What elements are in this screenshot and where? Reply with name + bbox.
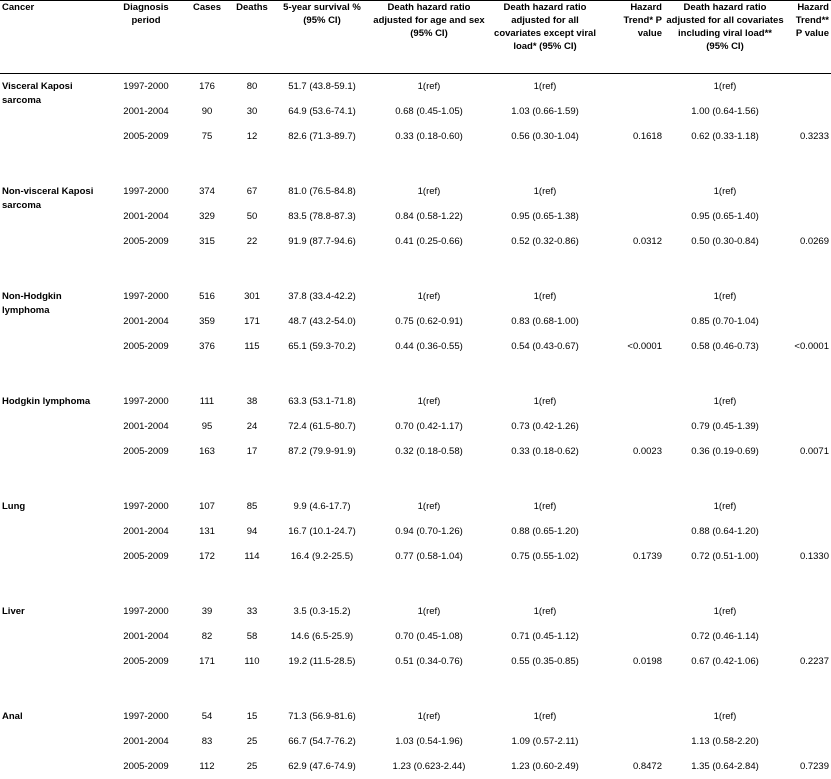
cell-deaths: 80 <box>230 74 274 100</box>
cell-hr-age-sex: 1(ref) <box>370 284 488 309</box>
cell-hr-except-viral: 1.23 (0.60-2.49) <box>488 754 602 779</box>
cell-cases: 329 <box>184 204 230 229</box>
cell-survival: 82.6 (71.3-89.7) <box>274 124 370 149</box>
cell-trend-p1 <box>602 599 664 624</box>
cell-survival: 51.7 (43.8-59.1) <box>274 74 370 100</box>
cell-deaths: 12 <box>230 124 274 149</box>
cell-deaths: 58 <box>230 624 274 649</box>
cell-survival: 83.5 (78.8-87.3) <box>274 204 370 229</box>
table-row <box>0 124 831 149</box>
cancer-label: Hodgkin lymphoma <box>0 389 108 464</box>
cell-trend-p2 <box>786 494 831 519</box>
cell-period: 2005-2009 <box>108 229 184 254</box>
cell-trend-p1 <box>602 204 664 229</box>
cell-deaths: 114 <box>230 544 274 569</box>
cell-trend-p1 <box>602 704 664 729</box>
cell-hr-age-sex: 0.70 (0.42-1.17) <box>370 414 488 439</box>
table-row <box>0 624 831 649</box>
cell-period: 2005-2009 <box>108 439 184 464</box>
cell-deaths: 301 <box>230 284 274 309</box>
cell-hr-except-viral: 1.09 (0.57-2.11) <box>488 729 602 754</box>
cell-trend-p1 <box>602 309 664 334</box>
cell-cases: 359 <box>184 309 230 334</box>
cell-trend-p2 <box>786 414 831 439</box>
cell-hr-except-viral: 0.75 (0.55-1.02) <box>488 544 602 569</box>
cell-cases: 112 <box>184 754 230 779</box>
cell-hr-except-viral: 1(ref) <box>488 494 602 519</box>
cell-hr-except-viral: 0.52 (0.32-0.86) <box>488 229 602 254</box>
cell-hr-age-sex: 1(ref) <box>370 74 488 100</box>
cell-deaths: 115 <box>230 334 274 359</box>
cell-deaths: 94 <box>230 519 274 544</box>
cell-trend-p2: 0.1330 <box>786 544 831 569</box>
cell-trend-p2: 0.0071 <box>786 439 831 464</box>
cell-survival: 81.0 (76.5-84.8) <box>274 179 370 204</box>
header-diagnosis-period: Diagnosis period <box>108 1 184 74</box>
cell-trend-p2 <box>786 179 831 204</box>
cell-hr-incl-viral: 0.79 (0.45-1.39) <box>664 414 786 439</box>
cell-trend-p1: 0.0023 <box>602 439 664 464</box>
cell-hr-age-sex: 0.44 (0.36-0.55) <box>370 334 488 359</box>
cell-trend-p2 <box>786 309 831 334</box>
cancer-label: Lung <box>0 494 108 569</box>
cell-cases: 376 <box>184 334 230 359</box>
cell-survival: 48.7 (43.2-54.0) <box>274 309 370 334</box>
spacer-cell <box>0 149 831 179</box>
cell-trend-p1: <0.0001 <box>602 334 664 359</box>
cell-hr-age-sex: 0.68 (0.45-1.05) <box>370 99 488 124</box>
cell-trend-p1 <box>602 494 664 519</box>
group-spacer <box>0 359 831 389</box>
cell-survival: 19.2 (11.5-28.5) <box>274 649 370 674</box>
cell-hr-age-sex: 0.94 (0.70-1.26) <box>370 519 488 544</box>
cell-hr-incl-viral: 0.72 (0.51-1.00) <box>664 544 786 569</box>
group-spacer <box>0 464 831 494</box>
cell-trend-p1: 0.1618 <box>602 124 664 149</box>
cell-hr-except-viral: 1(ref) <box>488 389 602 414</box>
cell-hr-incl-viral: 1(ref) <box>664 704 786 729</box>
cell-trend-p2 <box>786 519 831 544</box>
cell-period: 2005-2009 <box>108 334 184 359</box>
cell-hr-except-viral: 1(ref) <box>488 179 602 204</box>
cell-survival: 9.9 (4.6-17.7) <box>274 494 370 519</box>
cell-trend-p1: 0.8472 <box>602 754 664 779</box>
cancer-label: Non-visceral Kaposi sarcoma <box>0 179 108 254</box>
cell-hr-incl-viral: 1(ref) <box>664 284 786 309</box>
cell-hr-except-viral: 1(ref) <box>488 599 602 624</box>
table-row <box>0 334 831 359</box>
cell-hr-age-sex: 0.70 (0.45-1.08) <box>370 624 488 649</box>
cell-deaths: 24 <box>230 414 274 439</box>
table-body <box>0 74 831 779</box>
cell-period: 2001-2004 <box>108 99 184 124</box>
table-row <box>0 414 831 439</box>
cell-cases: 54 <box>184 704 230 729</box>
table-row <box>0 309 831 334</box>
cell-cases: 90 <box>184 99 230 124</box>
table-row <box>0 204 831 229</box>
cell-period: 1997-2000 <box>108 494 184 519</box>
cell-hr-age-sex: 0.33 (0.18-0.60) <box>370 124 488 149</box>
table-row <box>0 439 831 464</box>
cell-survival: 91.9 (87.7-94.6) <box>274 229 370 254</box>
cell-period: 1997-2000 <box>108 179 184 204</box>
cell-trend-p2: 0.0269 <box>786 229 831 254</box>
group-spacer <box>0 569 831 599</box>
cell-cases: 516 <box>184 284 230 309</box>
cell-hr-incl-viral: 0.88 (0.64-1.20) <box>664 519 786 544</box>
group-spacer <box>0 149 831 179</box>
header-cancer: Cancer <box>0 1 108 74</box>
cell-deaths: 38 <box>230 389 274 414</box>
header-deaths: Deaths <box>230 1 274 74</box>
cell-hr-incl-viral: 1.00 (0.64-1.56) <box>664 99 786 124</box>
cell-deaths: 17 <box>230 439 274 464</box>
spacer-cell <box>0 464 831 494</box>
cell-hr-except-viral: 1.03 (0.66-1.59) <box>488 99 602 124</box>
cell-hr-except-viral: 0.71 (0.45-1.12) <box>488 624 602 649</box>
table-row <box>0 729 831 754</box>
cell-survival: 3.5 (0.3-15.2) <box>274 599 370 624</box>
cell-period: 2001-2004 <box>108 519 184 544</box>
cell-trend-p2: <0.0001 <box>786 334 831 359</box>
cell-hr-age-sex: 0.77 (0.58-1.04) <box>370 544 488 569</box>
cell-hr-incl-viral: 1.13 (0.58-2.20) <box>664 729 786 754</box>
cell-trend-p2 <box>786 389 831 414</box>
cell-hr-except-viral: 1(ref) <box>488 704 602 729</box>
table-row <box>0 389 831 414</box>
table-row <box>0 704 831 729</box>
cell-deaths: 15 <box>230 704 274 729</box>
cell-cases: 75 <box>184 124 230 149</box>
cell-hr-incl-viral: 0.95 (0.65-1.40) <box>664 204 786 229</box>
cell-period: 1997-2000 <box>108 389 184 414</box>
cell-period: 2001-2004 <box>108 204 184 229</box>
cell-period: 1997-2000 <box>108 704 184 729</box>
cell-cases: 374 <box>184 179 230 204</box>
cell-trend-p2 <box>786 704 831 729</box>
table-row <box>0 179 831 204</box>
cell-trend-p2: 0.7239 <box>786 754 831 779</box>
cell-trend-p1 <box>602 729 664 754</box>
cell-cases: 83 <box>184 729 230 754</box>
cell-hr-age-sex: 1.23 (0.623-2.44) <box>370 754 488 779</box>
header-hr-age-sex: Death hazard ratio adjusted for age and sex (95% CI) <box>370 1 488 74</box>
cell-deaths: 30 <box>230 99 274 124</box>
cell-survival: 71.3 (56.9-81.6) <box>274 704 370 729</box>
spacer-cell <box>0 359 831 389</box>
table-row <box>0 494 831 519</box>
cell-period: 2001-2004 <box>108 624 184 649</box>
cell-trend-p1 <box>602 624 664 649</box>
cell-cases: 315 <box>184 229 230 254</box>
spacer-cell <box>0 569 831 599</box>
cell-trend-p1 <box>602 389 664 414</box>
cell-hr-except-viral: 0.73 (0.42-1.26) <box>488 414 602 439</box>
cell-hr-except-viral: 1(ref) <box>488 284 602 309</box>
cell-cases: 39 <box>184 599 230 624</box>
cell-trend-p1 <box>602 414 664 439</box>
cell-period: 2005-2009 <box>108 124 184 149</box>
cell-cases: 111 <box>184 389 230 414</box>
cell-cases: 176 <box>184 74 230 100</box>
cell-hr-age-sex: 0.75 (0.62-0.91) <box>370 309 488 334</box>
cell-hr-except-viral: 0.88 (0.65-1.20) <box>488 519 602 544</box>
cell-hr-incl-viral: 1(ref) <box>664 74 786 100</box>
cell-deaths: 25 <box>230 754 274 779</box>
cell-period: 2001-2004 <box>108 309 184 334</box>
cell-period: 1997-2000 <box>108 284 184 309</box>
cell-cases: 163 <box>184 439 230 464</box>
header-hr-except-viral: Death hazard ratio adjusted for all covariates except viral load* (95% CI) <box>488 1 602 74</box>
cell-trend-p2 <box>786 624 831 649</box>
cell-trend-p2: 0.3233 <box>786 124 831 149</box>
table-row <box>0 599 831 624</box>
cell-hr-incl-viral: 0.36 (0.19-0.69) <box>664 439 786 464</box>
header-cases: Cases <box>184 1 230 74</box>
cell-hr-age-sex: 1.03 (0.54-1.96) <box>370 729 488 754</box>
table-row <box>0 284 831 309</box>
cell-trend-p1 <box>602 74 664 100</box>
table-row <box>0 99 831 124</box>
table-row <box>0 754 831 779</box>
cell-trend-p1 <box>602 179 664 204</box>
cell-period: 1997-2000 <box>108 599 184 624</box>
header-row <box>0 1 831 74</box>
cell-cases: 95 <box>184 414 230 439</box>
cancer-label: Visceral Kaposi sarcoma <box>0 74 108 150</box>
cell-hr-age-sex: 1(ref) <box>370 494 488 519</box>
cell-trend-p1 <box>602 284 664 309</box>
header-survival: 5-year survival % (95% CI) <box>274 1 370 74</box>
cell-hr-incl-viral: 0.50 (0.30-0.84) <box>664 229 786 254</box>
cell-hr-incl-viral: 0.72 (0.46-1.14) <box>664 624 786 649</box>
cell-period: 2005-2009 <box>108 754 184 779</box>
cell-survival: 62.9 (47.6-74.9) <box>274 754 370 779</box>
cell-trend-p1: 0.1739 <box>602 544 664 569</box>
cell-deaths: 171 <box>230 309 274 334</box>
table-row <box>0 544 831 569</box>
cell-hr-except-viral: 0.54 (0.43-0.67) <box>488 334 602 359</box>
cell-period: 2005-2009 <box>108 544 184 569</box>
cell-survival: 64.9 (53.6-74.1) <box>274 99 370 124</box>
cell-trend-p2 <box>786 74 831 100</box>
cell-trend-p2 <box>786 729 831 754</box>
spacer-cell <box>0 254 831 284</box>
cell-hr-except-viral: 0.95 (0.65-1.38) <box>488 204 602 229</box>
cell-survival: 16.4 (9.2-25.5) <box>274 544 370 569</box>
cell-cases: 107 <box>184 494 230 519</box>
cell-hr-incl-viral: 0.58 (0.46-0.73) <box>664 334 786 359</box>
cell-hr-except-viral: 0.33 (0.18-0.62) <box>488 439 602 464</box>
cell-hr-age-sex: 1(ref) <box>370 599 488 624</box>
cell-hr-incl-viral: 0.62 (0.33-1.18) <box>664 124 786 149</box>
header-trend-p2: Hazard Trend** P value <box>786 1 831 74</box>
cell-hr-incl-viral: 1(ref) <box>664 599 786 624</box>
cell-hr-age-sex: 1(ref) <box>370 389 488 414</box>
cell-hr-except-viral: 1(ref) <box>488 74 602 100</box>
cell-hr-incl-viral: 1(ref) <box>664 389 786 414</box>
cell-cases: 82 <box>184 624 230 649</box>
cancer-label: Anal <box>0 704 108 779</box>
cell-survival: 63.3 (53.1-71.8) <box>274 389 370 414</box>
cell-survival: 16.7 (10.1-24.7) <box>274 519 370 544</box>
cell-hr-except-viral: 0.55 (0.35-0.85) <box>488 649 602 674</box>
cell-hr-age-sex: 1(ref) <box>370 704 488 729</box>
header-hr-incl-viral: Death hazard ratio adjusted for all covariates including viral load** (95% CI) <box>664 1 786 74</box>
cancer-label: Non-Hodgkin lymphoma <box>0 284 108 359</box>
cell-trend-p1 <box>602 519 664 544</box>
cell-hr-incl-viral: 1(ref) <box>664 494 786 519</box>
cell-cases: 171 <box>184 649 230 674</box>
table-row <box>0 74 831 100</box>
header-trend-p1: Hazard Trend* P value <box>602 1 664 74</box>
cell-hr-incl-viral: 0.67 (0.42-1.06) <box>664 649 786 674</box>
cell-trend-p2 <box>786 284 831 309</box>
group-spacer <box>0 254 831 284</box>
cell-trend-p2: 0.2237 <box>786 649 831 674</box>
cell-survival: 87.2 (79.9-91.9) <box>274 439 370 464</box>
cell-hr-age-sex: 1(ref) <box>370 179 488 204</box>
cell-deaths: 33 <box>230 599 274 624</box>
cell-trend-p1 <box>602 99 664 124</box>
table-row <box>0 519 831 544</box>
cell-deaths: 22 <box>230 229 274 254</box>
cell-deaths: 50 <box>230 204 274 229</box>
cancer-label: Liver <box>0 599 108 674</box>
cell-hr-incl-viral: 0.85 (0.70-1.04) <box>664 309 786 334</box>
table-row <box>0 229 831 254</box>
cell-deaths: 67 <box>230 179 274 204</box>
cell-period: 2001-2004 <box>108 729 184 754</box>
cell-survival: 72.4 (61.5-80.7) <box>274 414 370 439</box>
cell-trend-p1: 0.0198 <box>602 649 664 674</box>
cell-period: 1997-2000 <box>108 74 184 100</box>
cell-hr-incl-viral: 1.35 (0.64-2.84) <box>664 754 786 779</box>
cell-hr-except-viral: 0.56 (0.30-1.04) <box>488 124 602 149</box>
group-spacer <box>0 674 831 704</box>
cell-deaths: 85 <box>230 494 274 519</box>
cell-deaths: 110 <box>230 649 274 674</box>
cell-hr-incl-viral: 1(ref) <box>664 179 786 204</box>
spacer-cell <box>0 674 831 704</box>
cell-hr-age-sex: 0.41 (0.25-0.66) <box>370 229 488 254</box>
cell-survival: 37.8 (33.4-42.2) <box>274 284 370 309</box>
cell-survival: 66.7 (54.7-76.2) <box>274 729 370 754</box>
cell-deaths: 25 <box>230 729 274 754</box>
cell-hr-age-sex: 0.51 (0.34-0.76) <box>370 649 488 674</box>
cell-cases: 131 <box>184 519 230 544</box>
cell-hr-except-viral: 0.83 (0.68-1.00) <box>488 309 602 334</box>
cell-trend-p2 <box>786 599 831 624</box>
cell-period: 2001-2004 <box>108 414 184 439</box>
cell-survival: 65.1 (59.3-70.2) <box>274 334 370 359</box>
cell-hr-age-sex: 0.32 (0.18-0.58) <box>370 439 488 464</box>
table-row <box>0 649 831 674</box>
cell-hr-age-sex: 0.84 (0.58-1.22) <box>370 204 488 229</box>
cell-trend-p2 <box>786 99 831 124</box>
cell-trend-p2 <box>786 204 831 229</box>
cell-period: 2005-2009 <box>108 649 184 674</box>
cell-trend-p1: 0.0312 <box>602 229 664 254</box>
cell-cases: 172 <box>184 544 230 569</box>
cell-survival: 14.6 (6.5-25.9) <box>274 624 370 649</box>
